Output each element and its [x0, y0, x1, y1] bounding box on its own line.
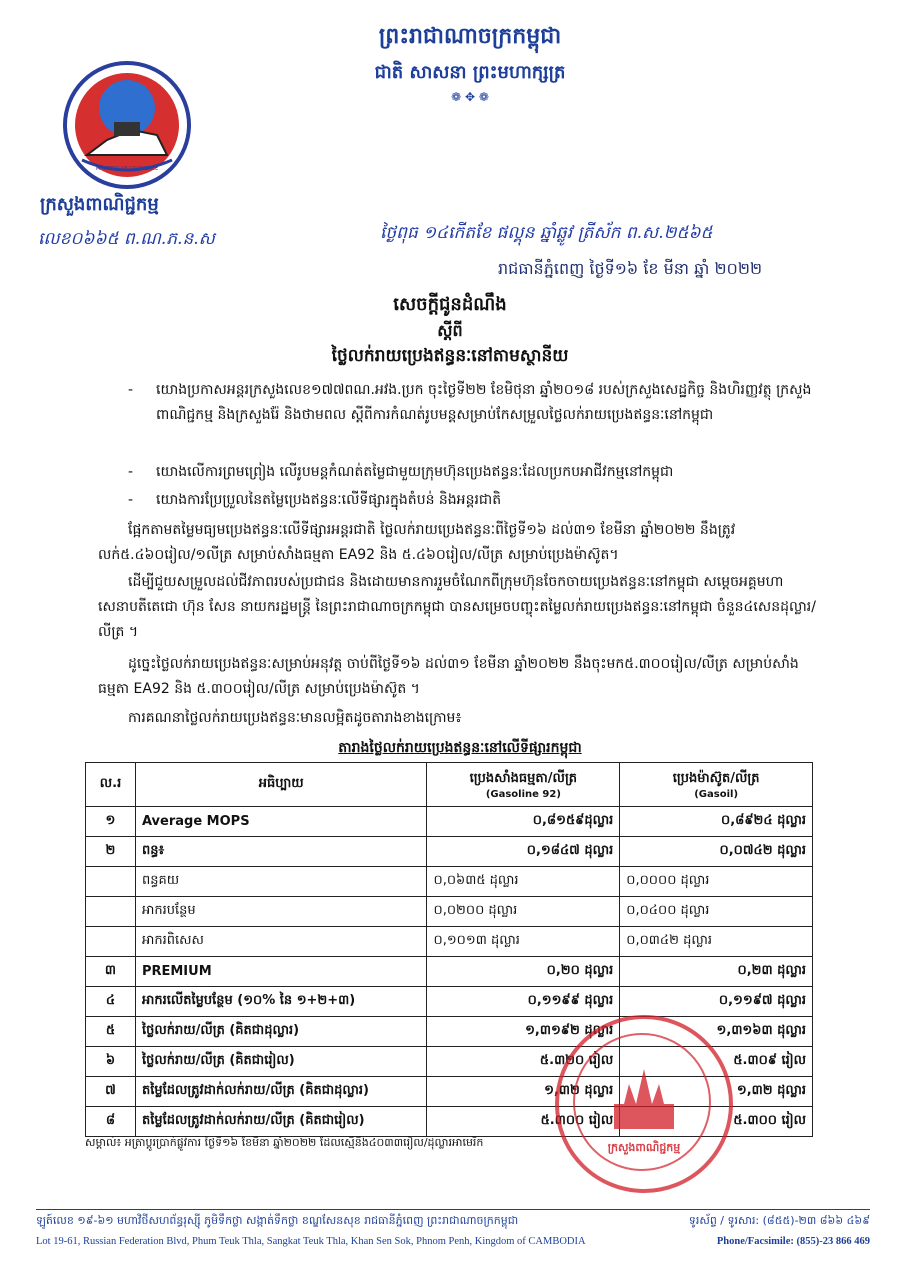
- footer-khmer: [36, 1214, 870, 1230]
- row-gasoil-value: ៥.៣០០ រៀល: [620, 1107, 813, 1137]
- official-stamp: [555, 1015, 733, 1193]
- row-gasoline-value: ០,២០ ដុល្លារ: [427, 957, 620, 987]
- header-gasoil: ប្រេងម៉ាស៊ូត/លីត្រ (Gasoil): [620, 763, 813, 807]
- table-row: [86, 957, 813, 987]
- table-row: [86, 807, 813, 837]
- row-number: ៤: [86, 987, 136, 1017]
- row-description: ពន្ធគយ: [135, 867, 427, 897]
- row-number: ១: [86, 807, 136, 837]
- row-description: តម្លៃដែលត្រូវដាក់លក់រាយ/លីត្រ (គិតជាដុល្លារ): [135, 1077, 427, 1107]
- row-gasoline-value: ០,១០១៣ ដុល្លារ: [427, 927, 620, 957]
- row-number: ៧: [86, 1077, 136, 1107]
- notice-title: សេចក្តីជូនដំណឹង: [393, 294, 507, 315]
- paragraph-final-price: ដូច្នេះថ្លៃលក់រាយប្រេងឥន្ធនៈសម្រាប់អនុវត្ត ចាប់ពីថ្ងៃទី១៦ ដល់៣១ ខែមីនា ឆ្នាំ២០២២ នឹងចុះមក៥.៣០០រៀល/លីត្រ សម្រាប់សាំងធម្មតា EA92 និង ៥.៣០០រៀល/លីត្រ សម្រាប់ប្រេងម៉ាស៊ូត ។: [98, 656, 799, 697]
- row-gasoline-value: ១,៣២ ដុល្លារ: [427, 1077, 620, 1107]
- row-gasoline-value: ០,០២០០ ដុល្លារ: [427, 897, 620, 927]
- table-caption: តារាងថ្លៃលក់រាយប្រេងឥន្ធនៈនៅលើទីផ្សារកម្ពុជា: [338, 740, 582, 756]
- ministry-name: ក្រសួងពាណិជ្ជកម្ម: [40, 194, 159, 215]
- bullet-item: - យោងប្រកាសអន្តរក្រសួងលេខ១៧៧ពណ.អវង.ប្រក ចុះថ្ងៃទី២២ ខែមិថុនា ឆ្នាំ២០១៨ របស់ក្រសួងសេដ្ឋកិច្ច និងហិរញ្ញវត្ថុ ក្រសួងពាណិជ្ជកម្ម និងក្រសួងរ៉ែ និងថាមពល ស្តីពីការកំណត់រូបមន្តសម្រាប់កែសម្រួលថ្លៃលក់រាយប្រេងឥន្ធនៈនៅកម្ពុជា: [128, 382, 812, 423]
- row-gasoil-value: ០,០៣៤២ ដុល្លារ: [620, 927, 813, 957]
- bullet-item: - យោងលើការព្រមព្រៀង លើរូបមន្តកំណត់តម្លៃជាមួយក្រុមហ៊ុនប្រេងឥន្ធនៈដែលប្រកបអាជីវកម្មនៅកម្ពុជា: [128, 464, 674, 480]
- paragraph-average-price: ផ្អែកតាមតម្លៃមធ្យមប្រេងឥន្ធនៈលើទីផ្សារអន្តរជាតិ ថ្លៃលក់រាយប្រេងឥន្ធនៈពីថ្ងៃទី១៦ ដល់៣១ ខែមីនា ឆ្នាំ២០២២ នឹងត្រូវលក់៥.៤៦០រៀល/១លីត្រ សម្រាប់សាំងធម្មតា EA92 និង ៥.៤៦០រៀល/លីត្រ សម្រាប់ប្រេងម៉ាស៊ូត។: [98, 522, 736, 563]
- row-gasoil-value: ០,១១៩៧ ដុល្លារ: [620, 987, 813, 1017]
- row-gasoil-value: ១,៣១៦៣ ដុល្លារ: [620, 1017, 813, 1047]
- footer-divider: [36, 1209, 870, 1210]
- row-number: [86, 897, 136, 927]
- header-description: អធិប្បាយ: [135, 763, 427, 807]
- row-number: [86, 927, 136, 957]
- row-gasoline-value: ៥.៣២០ រៀល: [427, 1047, 620, 1077]
- row-description: Average MOPS: [135, 807, 427, 837]
- row-description: អាករពិសេស: [135, 927, 427, 957]
- row-number: ៥: [86, 1017, 136, 1047]
- notice-subject: ថ្លៃលក់រាយប្រេងឥន្ធនៈនៅតាមស្ថានីយ: [331, 346, 569, 366]
- row-gasoline-value: ០,០៦៣៥ ដុល្លារ: [427, 867, 620, 897]
- logo-caption: MINISTRY OF COMMERCE: [95, 166, 159, 172]
- row-number: ៦: [86, 1047, 136, 1077]
- footer-address-en: Lot 19-61, Russian Federation Blvd, Phum Teuk Thla, Sangkat Teuk Thla, Khan Sen Sok, Phnom Penh, Kingdom of CAMBODIA: [36, 1236, 586, 1247]
- row-gasoil-value: ០,២៣ ដុល្លារ: [620, 957, 813, 987]
- footer-english: [36, 1236, 870, 1247]
- civil-date: រាជធានីភ្នំពេញ ថ្ងៃទី១៦ ខែ មីនា ឆ្នាំ ២០២២: [498, 259, 763, 278]
- row-description: ថ្លៃលក់រាយ/លីត្រ (គិតជារៀល): [135, 1047, 427, 1077]
- header-gasoline: ប្រេងសាំងធម្មតា/លីត្រ (Gasoline 92): [427, 763, 620, 807]
- row-gasoline-value: ០,១១៩៩ ដុល្លារ: [427, 987, 620, 1017]
- row-gasoil-value: ១,៣២ ដុល្លារ: [620, 1077, 813, 1107]
- table-row: [86, 927, 813, 957]
- row-gasoline-value: ០,៨១៥៩ដុល្លារ: [427, 807, 620, 837]
- table-row: [86, 867, 813, 897]
- row-gasoil-value: ០,០៧៤២ ដុល្លារ: [620, 837, 813, 867]
- bullet-list: [128, 378, 828, 516]
- table-header-row: [86, 763, 813, 807]
- national-motto: ជាតិ សាសនា ព្រះមហាក្សត្រ: [374, 62, 566, 83]
- row-description: តម្លៃដែលត្រូវដាក់លក់រាយ/លីត្រ (គិតជារៀល): [135, 1107, 427, 1137]
- row-gasoline-value: ១,៣១៩២ ដុល្លារ: [427, 1017, 620, 1047]
- header-no: ល.រ: [86, 763, 136, 807]
- row-gasoil-value: ០,៨៩២៤ ដុល្លារ: [620, 807, 813, 837]
- bullet-item: - យោងការប្រែប្រួលនៃតម្លៃប្រេងឥន្ធនៈលើទីផ្សារក្នុងតំបន់ និងអន្តរជាតិ: [128, 492, 502, 508]
- footer-phone-en: Phone/Facsimile: (855)-23 866 469: [716, 1236, 870, 1247]
- row-number: ៨: [86, 1107, 136, 1137]
- row-description: PREMIUM: [135, 957, 427, 987]
- row-gasoil-value: ៥.៣០៩ រៀល: [620, 1047, 813, 1077]
- row-gasoline-value: ០,១៨៤៧ ដុល្លារ: [427, 837, 620, 867]
- lunar-date: ថ្ងៃពុធ ១៤កើតខែ ផល្គុន ឆ្នាំឆ្លូវ ត្រីស័ក ព.ស.២៥៦៥: [380, 223, 713, 243]
- row-description: អាករបន្ថែម: [135, 897, 427, 927]
- exchange-rate-note: សម្គាល់៖ អត្រាប្តូរប្រាក់ផ្លូវការ ថ្ងៃទី១៦ ខែមីនា ឆ្នាំ២០២២ ដែលស្មើនឹង៤០៣៣រៀល/ដុល្លារអាមេរិក: [85, 1136, 484, 1149]
- paragraph-table-intro: ការគណនាថ្លៃលក់រាយប្រេងឥន្ធនៈមានលម្អិតដូចតារាងខាងក្រោម៖: [128, 710, 462, 726]
- row-description: ថ្លៃលក់រាយ/លីត្រ (គិតជាដុល្លារ): [135, 1017, 427, 1047]
- row-number: [86, 867, 136, 897]
- row-gasoline-value: ៥.៣០០ រៀល: [427, 1107, 620, 1137]
- row-description: អាករលើតម្លៃបន្ថែម (១០% នៃ ១+២+៣): [135, 987, 427, 1017]
- kingdom-title: ព្រះរាជាណាចក្រកម្ពុជា: [378, 24, 562, 49]
- footer-phone-km: ទូរស័ព្ទ / ទូរសារ: (៨៥៥)-២៣ ៨៦៦ ៤៦៩: [688, 1214, 870, 1227]
- reference-number: លេខ០៦៦៥ ព.ណ.ភ.ន.ស: [38, 229, 215, 249]
- row-number: ៣: [86, 957, 136, 987]
- row-gasoil-value: ០,០៤០០ ដុល្លារ: [620, 897, 813, 927]
- row-description: ពន្ធ៖: [135, 837, 427, 867]
- ministry-logo: [62, 60, 192, 190]
- table-row: [86, 897, 813, 927]
- paragraph-discount: ដើម្បីជួយសម្រួលដល់ជីវភាពរបស់ប្រជាជន និងដោយមានការរួមចំណែកពីក្រុមហ៊ុនចែកចាយប្រេងឥន្ធនៈនៅកម្ពុជា សម្តេចអគ្គមហាសេនាបតីតេជោ ហ៊ុន សែន នាយករដ្ឋមន្ត្រី នៃព្រះរាជាណាចក្រកម្ពុជា បានសម្រេចបញ្ចុះតម្លៃលក់រាយប្រេងឥន្ធនៈនៅកម្ពុជា ចំនួន៤សេនដុល្លារ/លីត្រ ។: [98, 574, 816, 640]
- table-row: [86, 987, 813, 1017]
- row-number: ២: [86, 837, 136, 867]
- stamp-text: ក្រសួងពាណិជ្ជកម្ម: [607, 1141, 681, 1154]
- footer-address-km: ឡូត៍លេខ ១៩-៦១ មហាវិថីសហព័ន្ធរុស្ស៊ី ភូមិទឹកថ្លា សង្កាត់ទឹកថ្លា ខណ្ឌសែនសុខ រាជធានីភ្នំពេញ ព្រះរាជាណាចក្រកម្ពុជា: [36, 1214, 519, 1227]
- table-row: [86, 837, 813, 867]
- notice-subject-label: ស្តីពី: [437, 321, 463, 340]
- motto-ornament: ❁ ✥ ❁: [451, 90, 489, 104]
- row-gasoil-value: ០,០០០០ ដុល្លារ: [620, 867, 813, 897]
